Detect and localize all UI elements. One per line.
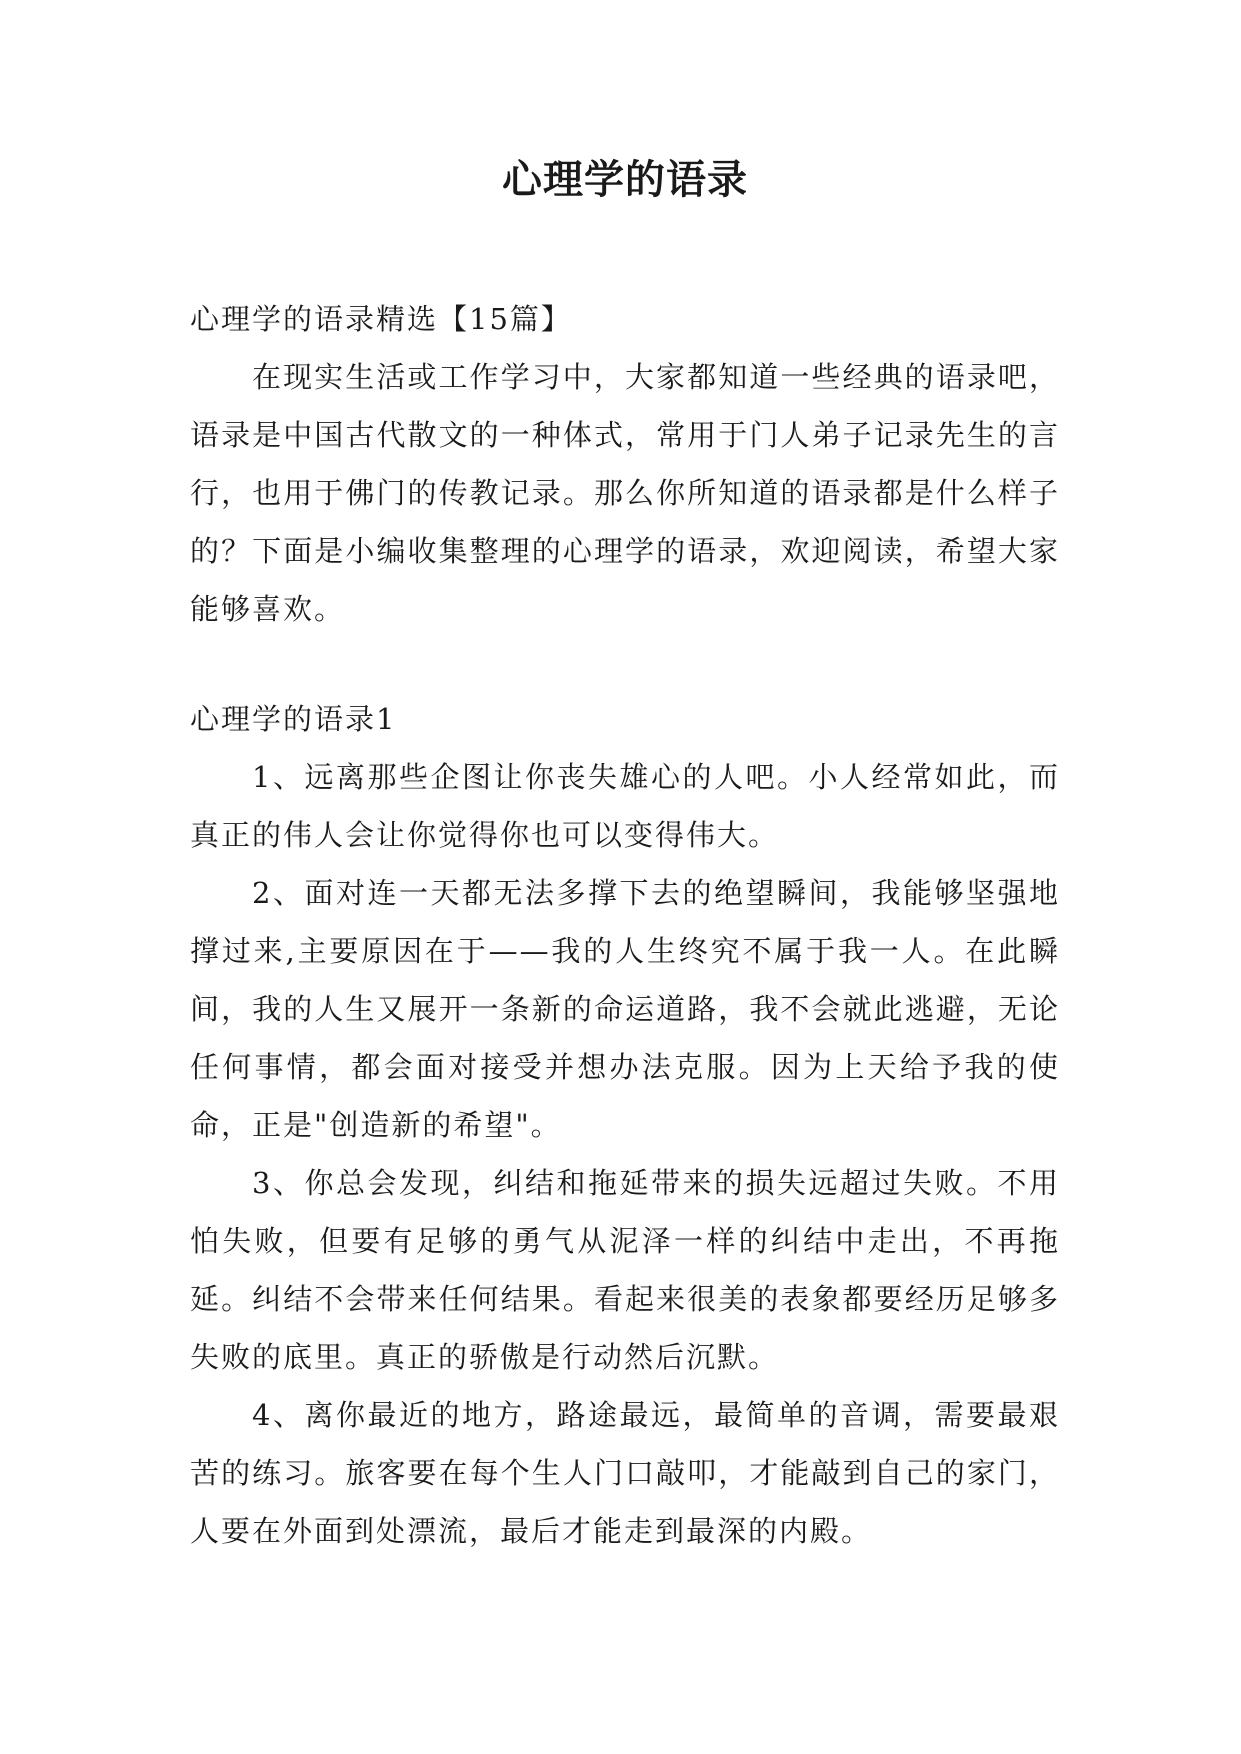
document-subtitle: 心理学的语录精选【15篇】 xyxy=(190,302,572,336)
quote-paragraph: 2、面对连一天都无法多撑下去的绝望瞬间，我能够坚强地撑过来,主要原因在于——我的人生终究不属于我一人。在此瞬间，我的人生又展开一条新的命运道路，我不会就此逃避，无论任何事情，都会面对接受并想办法克服。因为上天给予我的使命，正是"创造新的希望"。 xyxy=(190,876,1060,1142)
quote-paragraph: 1、远离那些企图让你丧失雄心的人吧。小人经常如此，而真正的伟人会让你觉得你也可以变得伟大。 xyxy=(190,760,1060,852)
document-body xyxy=(190,290,1060,1560)
document-page xyxy=(190,0,1060,1754)
intro-paragraph: 在现实生活或工作学习中，大家都知道一些经典的语录吧，语录是中国古代散文的一种体式，常用于门人弟子记录先生的言行，也用于佛门的传教记录。那么你所知道的语录都是什么样子的？下面是小编收集整理的心理学的语录，欢迎阅读，希望大家能够喜欢。 xyxy=(190,360,1060,626)
quote-paragraph: 4、离你最近的地方，路途最远，最简单的音调，需要最艰苦的练习。旅客要在每个生人门口敲叩，才能敲到自己的家门，人要在外面到处漂流，最后才能走到最深的内殿。 xyxy=(190,1398,1060,1548)
section-heading: 心理学的语录1 xyxy=(190,702,397,736)
document-title: 心理学的语录 xyxy=(502,157,748,203)
section-gap xyxy=(190,638,1060,690)
quote-paragraph: 3、你总会发现，纠结和拖延带来的损失远超过失败。不用怕失败，但要有足够的勇气从泥泽一样的纠结中走出，不再拖延。纠结不会带来任何结果。看起来很美的表象都要经历足够多失败的底里。真正的骄傲是行动然后沉默。 xyxy=(190,1166,1060,1374)
